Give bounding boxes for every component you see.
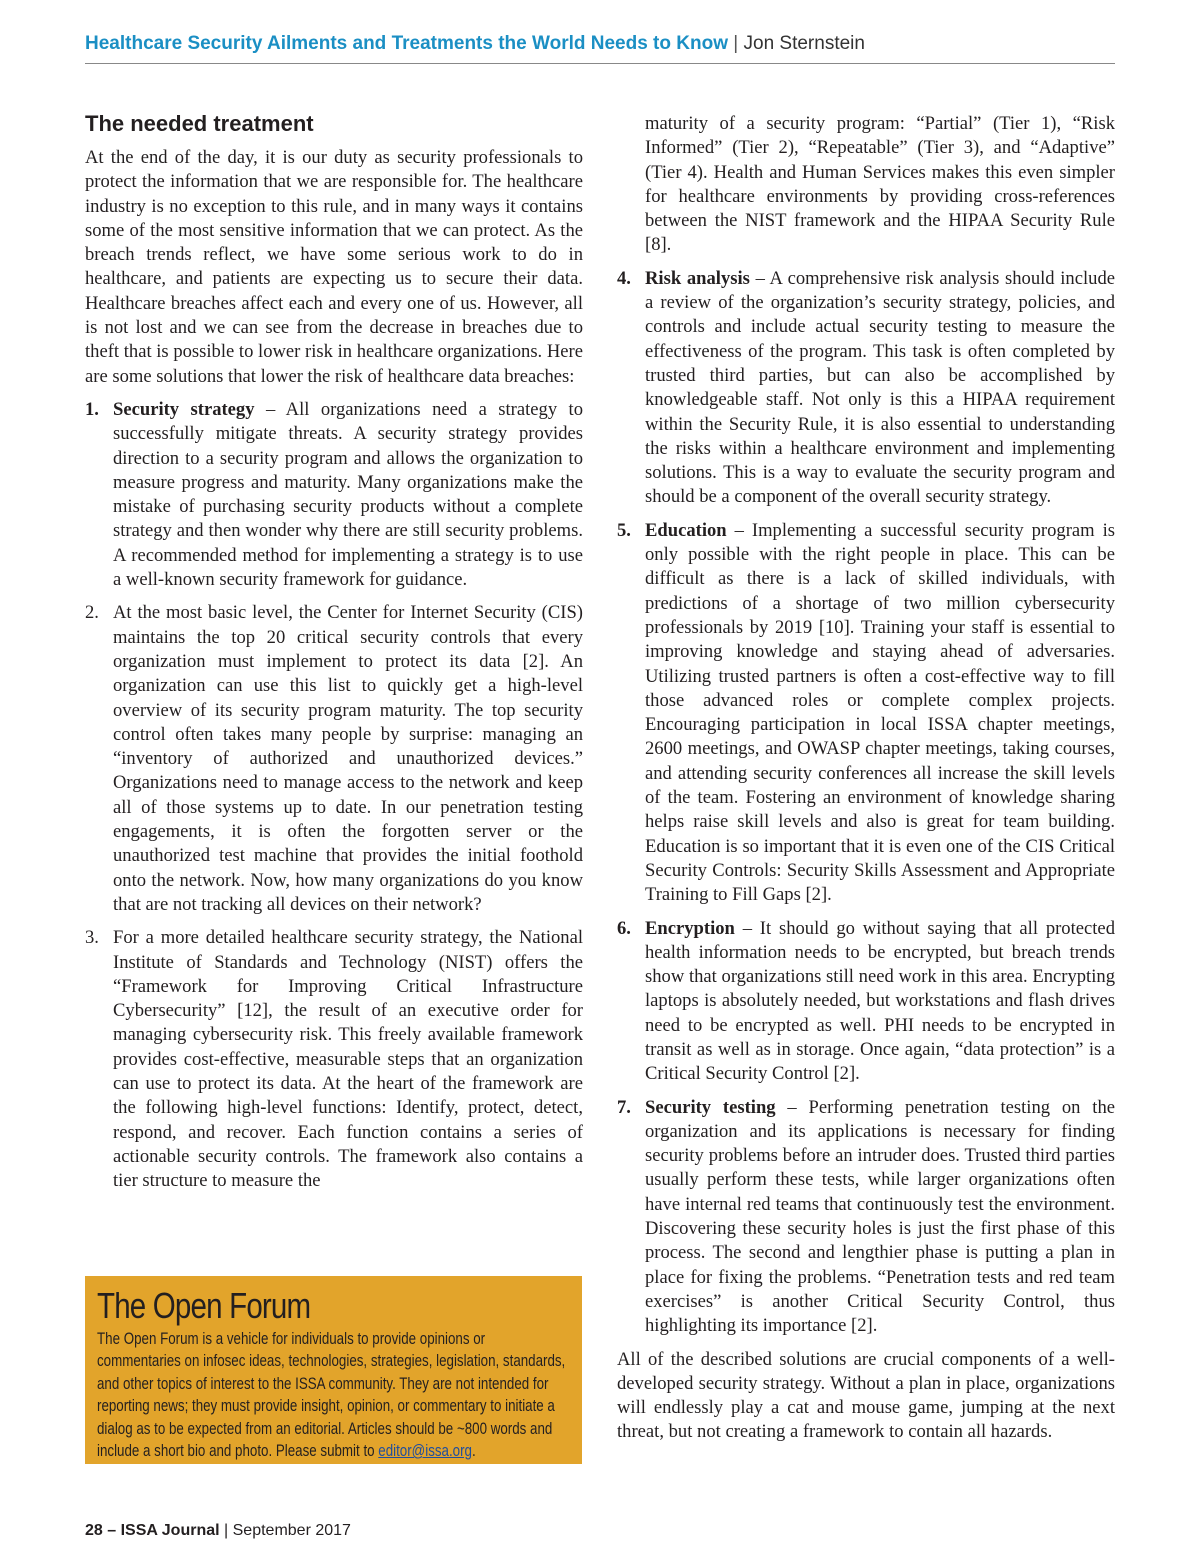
item-number: 3. — [85, 927, 99, 949]
header-divider — [85, 63, 1115, 64]
intro-paragraph: At the end of the day, it is our duty as security professionals to protect the information that we are responsible for. The healthcare industry is no exception to this rule, and in many ways it contains some of the most sensitive information that we can protect. As the breach trends reflect, we have some serious work to do in healthcare, and patients are expecting us to secure their data. Healthcare breaches affect each and every one of us. However, all is not lost and we can see from the decrease in breaches due to theft that is possible to lower risk in healthcare organizations. Here are some solutions that lower the risk of healthcare data breaches: — [85, 147, 583, 387]
item-term: Encryption — [645, 917, 735, 939]
solution-list-left — [85, 398, 583, 1194]
list-item — [617, 1096, 1115, 1339]
list-item — [85, 398, 583, 592]
open-forum-text: The Open Forum is a vehicle for individuals to provide opinions or commentaries on infosec ideas, technologies, strategies, legislation, standards, and other topics of interest to the ISSA community. They are not intended for reporting news; they must provide insight, opinion, or commentary to initiate a dialog as to be expected from an editorial. Articles should be ~800 words and include a short bio and photo. Please submit to — [97, 1330, 566, 1461]
item-text: – It should go without saying that all protected health information needs to be encrypted, but breach trends show that organizations still need work in this area. Encrypting laptops is absolutely needed, but workstations and flash drives need to be encrypted as well. PHI needs to be encrypted in transit as well as in storage. Once again, “data protection” is a Critical Security Control [2]. — [645, 917, 1115, 1085]
item-number: 4. — [617, 267, 631, 289]
list-item — [617, 917, 1115, 1087]
footer-page-label: 28 – ISSA Journal — [85, 1522, 220, 1539]
list-item-continuation — [617, 112, 1115, 258]
item-text: maturity of a security program: “Partial” (Tier 1), “Risk Informed” (Tier 2), “Repeatable” (Tier 3), and “Adaptive” (Tier 4). Health and Human Services makes this even simpler for healthcare environments by providing cross-references between the NIST framework and the HIPAA Security Rule [8]. — [645, 113, 1115, 256]
submit-email-link[interactable]: editor@issa.org — [378, 1442, 472, 1461]
item-term: Risk analysis — [645, 267, 750, 289]
item-text: – Performing penetration testing on the organization and its applications is necessary for finding security problems before an intruder does. Trusted third parties usually perform these tests, while larger organizations often have internal red teams that continuously test the environment. Discovering these security holes is just the first phase of this process. The second and lengthier phase is putting a plan in place for fixing the problems. “Penetration tests and red team exercises” is another Critical Security Control, thus highlighting its importance [2]. — [645, 1096, 1115, 1337]
list-item — [85, 601, 583, 917]
item-number: 6. — [617, 917, 631, 939]
open-forum-text-end: . — [471, 1442, 476, 1461]
header-article-title: Healthcare Security Ailments and Treatments the World Needs to Know — [85, 33, 728, 54]
section-title: The needed treatment — [85, 111, 314, 136]
footer-date: September 2017 — [232, 1522, 351, 1539]
item-term: Security testing — [645, 1096, 776, 1118]
item-text: For a more detailed healthcare security strategy, the National Institute of Standards and Technology (NIST) offers the “Framework for Improving Critical Infrastructure Cybersecurity” [12], the result of an executive order for managing cybersecurity risk. This freely available framework provides cost-effective, measurable steps that an organization can use to protect its data. At the heart of the framework are the following high-level functions: Identify, protect, detect, respond, and recover. Each function contains a series of actionable security controls. The framework also contains a tier structure to measure the — [113, 927, 583, 1192]
item-term: Security strategy — [113, 398, 255, 420]
item-text: – All organizations need a strategy to successfully mitigate threats. A security strategy provides direction to a security program and allows the organization to measure progress and maturity. Many organizations make the mistake of purchasing security products without a complete strategy and then wonder why there are still security problems. A recommended method for implementing a strategy is to use a well-known security framework for guidance. — [113, 398, 583, 591]
item-term: Education — [645, 519, 727, 541]
list-item — [617, 267, 1115, 510]
page-footer — [85, 1521, 351, 1541]
right-column — [617, 103, 1115, 1445]
item-number: 1. — [85, 398, 99, 420]
open-forum-title: The Open Forum — [97, 1285, 311, 1326]
running-header — [85, 32, 1115, 56]
item-text: – Implementing a successful security program is only possible with the right people in place. This can be difficult as there is a lack of skilled individuals, with predictions of a shortage of two million cybersecurity professionals by 2019 [10]. Training your staff is essential to improving knowledge and staying ahead of adversaries. Utilizing trusted partners is often a cost-effective way to fill those advanced roles or complete complex projects. Encouraging participation in local ISSA chapter meetings, 2600 meetings, and OWASP chapter meetings, taking courses, and attending security conferences all increase the skill levels of the team. Fostering an environment of knowledge sharing helps raise skill levels and also is great for team building. Education is so important that it is even one of the CIS Critical Security Controls: Security Skills Assessment and Appropriate Training to Fill Gaps [2]. — [645, 519, 1115, 906]
solution-list-right — [617, 112, 1115, 1339]
header-separator: | — [728, 33, 744, 54]
left-column — [85, 106, 583, 1193]
footer-separator: | — [219, 1522, 233, 1539]
list-item — [85, 926, 583, 1193]
header-author: Jon Sternstein — [743, 33, 865, 54]
list-item — [617, 519, 1115, 908]
item-number: 7. — [617, 1096, 631, 1118]
item-number: 2. — [85, 602, 99, 624]
open-forum-box — [85, 1276, 582, 1464]
open-forum-body — [97, 1328, 569, 1462]
closing-paragraph: All of the described solutions are crucial components of a well-developed security strategy. Without a plan in place, organizations will endlessly play a cat and mouse game, jumping at the next threat, but not creating a framework to contain all hazards. — [617, 1348, 1115, 1443]
item-number: 5. — [617, 519, 631, 541]
item-text: At the most basic level, the Center for Internet Security (CIS) maintains the top 20 critical security controls that every organization must implement to protect its data [2]. An organization can use this list to quickly get a high-level overview of its security program maturity. The top security control often takes many people by surprise: managing an “inventory of authorized and unauthorized devices.” Organizations need to manage access to the network and keep all of those systems up to date. In our penetration testing engagements, it is often the forgotten server or the unauthorized test machine that provides the initial foothold onto the network. Now, how many organizations do you know that are not tracking all devices on their network? — [113, 602, 583, 915]
item-text: – A comprehensive risk analysis should include a review of the organization’s security strategy, policies, and controls and include actual security testing to measure the effectiveness of the program. This task is often completed by trusted third parties, but can also be accomplished by knowledgeable staff. Not only is this a HIPAA requirement within the Security Rule, it is also essential to understanding the risks within a healthcare environment and implementing solutions. This is a way to evaluate the security program and should be a component of the overall security strategy. — [645, 267, 1115, 508]
